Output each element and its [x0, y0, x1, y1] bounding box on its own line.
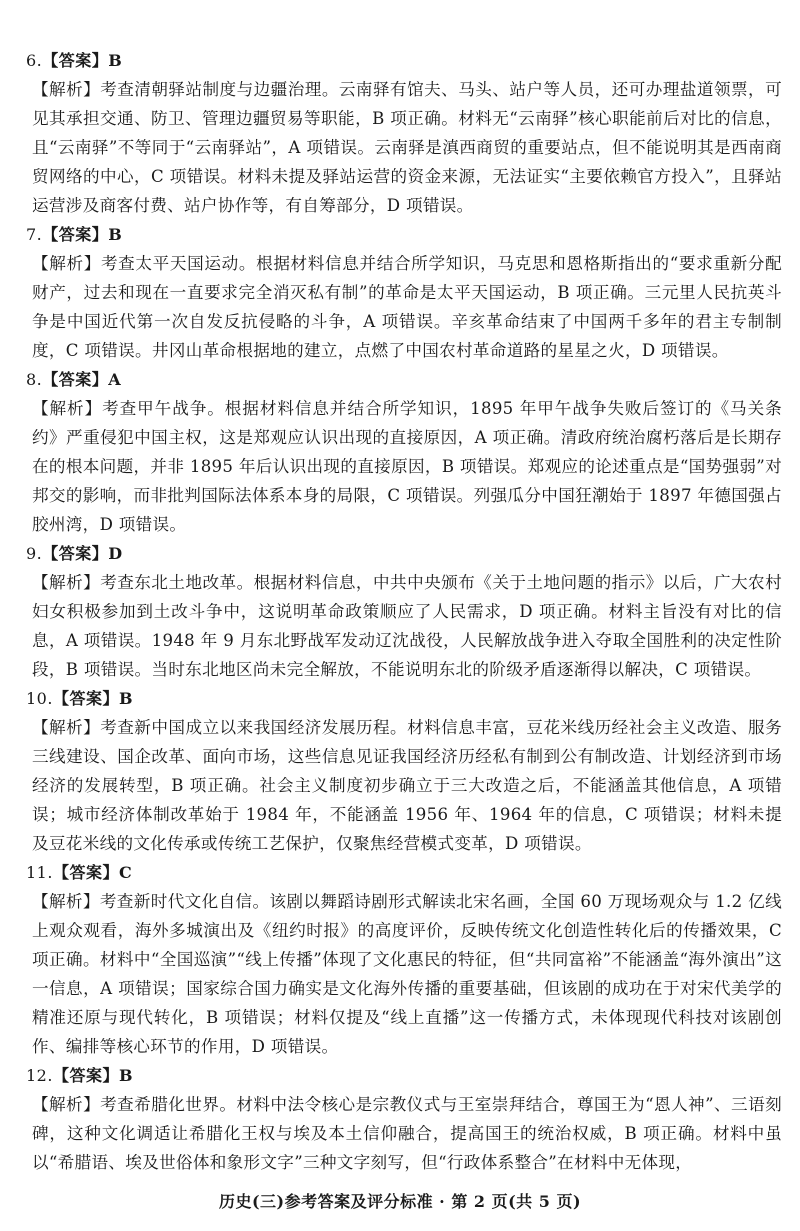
answer-text: 【答案】B: [52, 1066, 133, 1085]
question-number: 12.: [26, 1066, 53, 1085]
answer-text: 【答案】C: [52, 863, 133, 882]
question-6: [26, 46, 782, 220]
analysis-text: 【解析】考查东北土地改革。根据材料信息，中共中央颁布《关于土地问题的指示》以后，广大农村妇女积极参加到土改斗争中，这说明革命政策顺应了人民需求，D 项正确。材料主旨没有对比的信息，A 项错误。1948 年 9 月东北野战军发动辽沈战役，人民解放战争进入夺取全国胜利的决定性阶段，B 项错误。当时东北地区尚未完全解放，不能说明东北的阶级矛盾逐渐得以解决，C 项错误。: [32, 573, 782, 679]
answer-text: 【答案】B: [42, 225, 123, 244]
analysis-text: 【解析】考查新时代文化自信。该剧以舞蹈诗剧形式解读北宋名画，全国 60 万现场观众与 1.2 亿线上观众观看，海外多城演出及《纽约时报》的高度评价，反映传统文化创造性转化后的传播效果，C 项正确。材料中“全国巡演”“线上传播”体现了文化惠民的特征，但“共同富裕”不能涵盖“海外演出”这一信息，A 项错误；国家综合国力确实是文化海外传播的重要基础，但该剧的成功在于对宋代美学的精准还原与现代转化，B 项错误；材料仅提及“线上直播”这一传播方式，未体现现代科技对该剧创作、编排等核心环节的作用，D 项错误。: [32, 892, 782, 1056]
question-7: [26, 220, 782, 365]
answer-text: 【答案】D: [42, 544, 123, 563]
question-number: 8.: [26, 370, 43, 389]
analysis-text: 【解析】考查太平天国运动。根据材料信息并结合所学知识，马克思和恩格斯指出的“要求重新分配财产，过去和现在一直要求完全消灭私有制”的革命是太平天国运动，B 项正确。三元里人民抗英斗争是中国近代第一次自发反抗侵略的斗争，A 项错误。辛亥革命结束了中国两千多年的君主专制制度，C 项错误。井冈山革命根据地的建立，点燃了中国农村革命道路的星星之火，D 项错误。: [32, 254, 782, 360]
answer-line-11: [26, 858, 782, 887]
answer-text: 【答案】B: [52, 689, 133, 708]
page-footer: 历史(三)参考答案及评分标准 · 第 2 页(共 5 页): [218, 1192, 582, 1211]
answer-text: 【答案】B: [42, 51, 123, 70]
analysis-text: 【解析】考查甲午战争。根据材料信息并结合所学知识，1895 年甲午战争失败后签订的《马关条约》严重侵犯中国主权，这是郑观应认识出现的直接原因，A 项正确。清政府统治腐朽落后是长期存在的根本问题，并非 1895 年后认识出现的直接原因，B 项错误。郑观应的论述重点是“国势强弱”对邦交的影响，而非批判国际法体系本身的局限，C 项错误。列强瓜分中国狂潮始于 1897 年德国强占胶州湾，D 项错误。: [32, 399, 782, 534]
answer-line-8: [26, 365, 782, 394]
question-number: 6.: [26, 51, 43, 70]
question-11: [26, 858, 782, 1061]
question-10: [26, 684, 782, 858]
analysis-text: 【解析】考查清朝驿站制度与边疆治理。云南驿有馆夫、马头、站户等人员，还可办理盐道领票，可见其承担交通、防卫、管理边疆贸易等职能，B 项正确。材料无“云南驿”核心职能前后对比的信息，且“云南驿”不等同于“云南驿站”，A 项错误。云南驿是滇西商贸的重要站点，但不能说明其是西南商贸网络的中心，C 项错误。材料未提及驿站运营的资金来源，无法证实“主要依赖官方投入”，且驿站运营涉及商客付费、站户协作等，有自筹部分，D 项错误。: [32, 80, 782, 215]
question-number: 9.: [26, 544, 43, 563]
answer-line-10: [26, 684, 782, 713]
answer-line-7: [26, 220, 782, 249]
answer-key-page: [26, 46, 782, 1177]
question-8: [26, 365, 782, 539]
question-9: [26, 539, 782, 684]
analysis-text: 【解析】考查新中国成立以来我国经济发展历程。材料信息丰富，豆花米线历经社会主义改造、服务三线建设、国企改革、面向市场，这些信息见证我国经济历经私有制到公有制改造、计划经济到市场经济的发展转型，B 项正确。社会主义制度初步确立于三大改造之后，不能涵盖其他信息，A 项错误；城市经济体制改革始于 1984 年，不能涵盖 1956 年、1964 年的信息，C 项错误；材料未提及豆花米线的文化传承或传统工艺保护，仅聚焦经营模式变革，D 项错误。: [32, 718, 782, 853]
question-number: 10.: [26, 689, 53, 708]
analysis-text: 【解析】考查希腊化世界。材料中法令核心是宗教仪式与王室崇拜结合，尊国王为“恩人神”、三语刻碑，这种文化调适让希腊化王权与埃及本土信仰融合，提高国王的统治权威，B 项正确。材料中虽以“希腊语、埃及世俗体和象形文字”三种文字刻写，但“行政体系整合”在材料中无体现，: [32, 1095, 782, 1172]
answer-line-12: [26, 1061, 782, 1090]
answer-line-6: [26, 46, 782, 75]
question-number: 7.: [26, 225, 43, 244]
question-12: [26, 1061, 782, 1177]
answer-line-9: [26, 539, 782, 568]
question-number: 11.: [26, 863, 53, 882]
answer-text: 【答案】A: [42, 370, 122, 389]
